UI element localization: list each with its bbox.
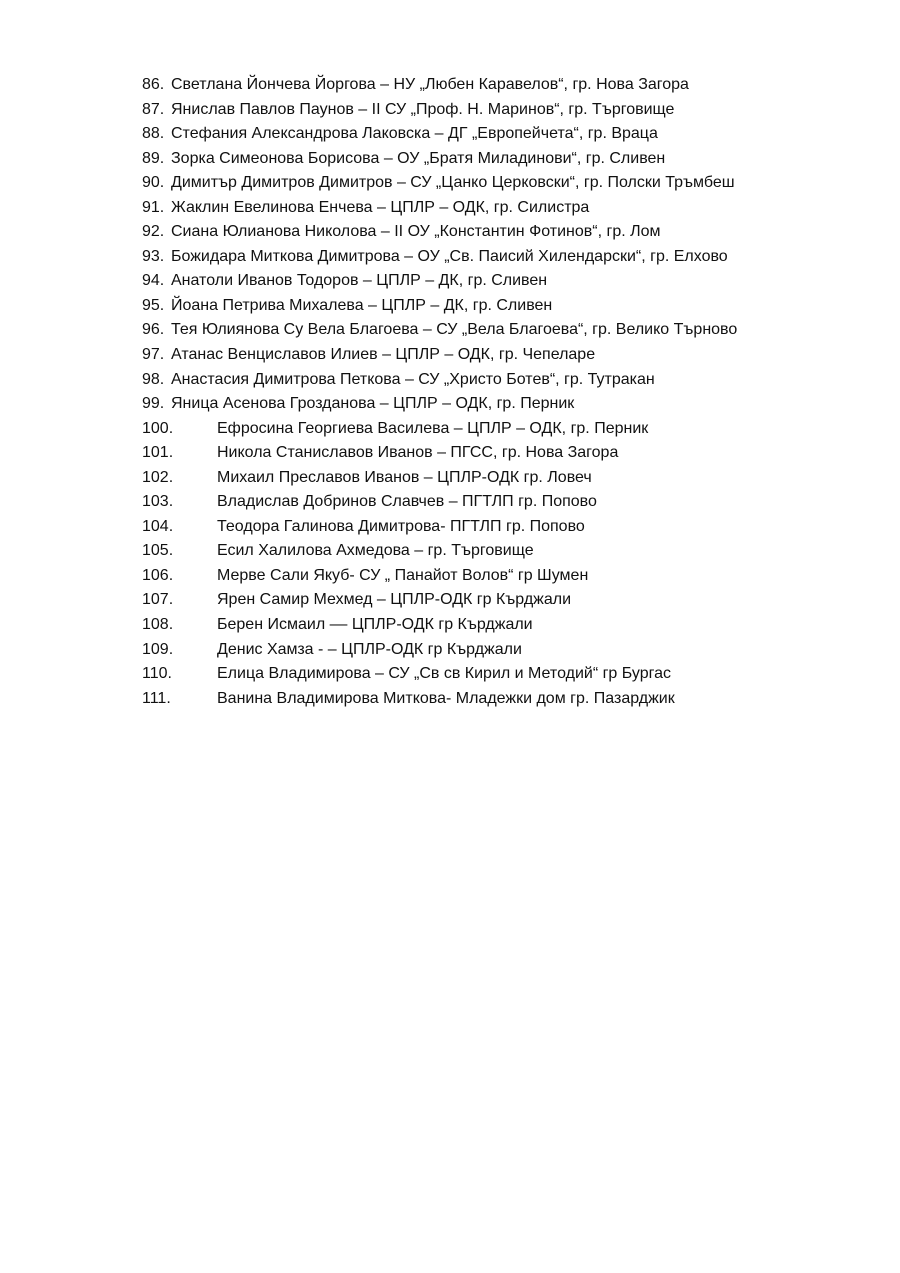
item-number: 109.	[142, 640, 174, 658]
item-text: Зорка Симеонова Борисова – ОУ „Братя Миладинови“, гр. Сливен	[171, 149, 666, 167]
item-number: 87.	[142, 100, 165, 118]
item-number: 98.	[142, 370, 165, 388]
item-number: 88.	[142, 125, 165, 143]
list-item	[142, 638, 842, 663]
item-text: Михаил Преславов Иванов – ЦПЛР-ОДК гр. Ловеч	[217, 468, 592, 486]
item-number: 103.	[142, 493, 174, 511]
item-text: Мерве Сали Якуб- СУ „ Панайот Волов“ гр Шумен	[217, 566, 589, 584]
item-number: 110.	[142, 665, 172, 683]
item-text: Есил Халилова Ахмедова – гр. Търговище	[217, 542, 534, 560]
item-number: 107.	[142, 591, 174, 609]
item-text: Сиана Юлианова Николова – II ОУ „Константин Фотинов“, гр. Лом	[171, 223, 661, 241]
item-number: 111.	[142, 689, 171, 707]
item-number: 91.	[142, 198, 165, 216]
list-item	[142, 98, 842, 123]
list-item	[142, 662, 842, 687]
list-item	[142, 294, 842, 319]
list-item	[142, 613, 842, 638]
item-number: 90.	[142, 174, 165, 192]
item-text: Димитър Димитров Димитров – СУ „Цанко Церковски“, гр. Полски Тръмбеш	[171, 174, 735, 192]
list-item	[142, 318, 842, 343]
item-number: 105.	[142, 542, 174, 560]
item-text: Теодора Галинова Димитрова- ПГТЛП гр. Попово	[217, 517, 585, 535]
list-item	[142, 122, 842, 147]
item-text: Стефания Александрова Лаковска – ДГ „Европейчета“, гр. Враца	[171, 125, 658, 143]
list-item	[142, 417, 842, 442]
item-text: Жаклин Евелинова Енчева – ЦПЛР – ОДК, гр. Силистра	[171, 198, 590, 216]
list-item	[142, 73, 842, 98]
item-number: 100.	[142, 419, 174, 437]
item-text: Янислав Павлов Паунов – II СУ „Проф. Н. Маринов“, гр. Търговище	[171, 100, 675, 118]
item-number: 95.	[142, 296, 165, 314]
item-number: 89.	[142, 149, 165, 167]
list-item	[142, 196, 842, 221]
list-item	[142, 515, 842, 540]
item-text: Анатоли Иванов Тодоров – ЦПЛР – ДК, гр. Сливен	[171, 272, 548, 290]
item-text: Яница Асенова Грозданова – ЦПЛР – ОДК, гр. Перник	[171, 395, 575, 413]
item-number: 99.	[142, 395, 165, 413]
item-text: Ванина Владимирова Миткова- Младежки дом гр. Пазарджик	[217, 689, 675, 707]
list-item	[142, 171, 842, 196]
participants-list	[142, 73, 842, 711]
item-number: 94.	[142, 272, 165, 290]
list-item	[142, 687, 842, 712]
item-text: Атанас Венциславов Илиев – ЦПЛР – ОДК, гр. Чепеларе	[171, 346, 596, 364]
item-text: Анастасия Димитрова Петкова – СУ „Христо Ботев“, гр. Тутракан	[171, 370, 655, 388]
item-number: 92.	[142, 223, 165, 241]
list-item	[142, 539, 842, 564]
list-item	[142, 343, 842, 368]
list-item	[142, 269, 842, 294]
list-item	[142, 245, 842, 270]
item-number: 93.	[142, 247, 165, 265]
item-text: Никола Станиславов Иванов – ПГСС, гр. Нова Загора	[217, 444, 619, 462]
item-text: Денис Хамза - – ЦПЛР-ОДК гр Кърджали	[217, 640, 522, 658]
item-text: Светлана Йончева Йоргова – НУ „Любен Каравелов“, гр. Нова Загора	[171, 76, 689, 93]
item-number: 97.	[142, 346, 165, 364]
item-number: 101.	[142, 444, 174, 462]
list-item	[142, 588, 842, 613]
list-item	[142, 441, 842, 466]
item-text: Божидара Миткова Димитрова – ОУ „Св. Паисий Хилендарски“, гр. Елхово	[171, 247, 728, 265]
item-number: 104.	[142, 517, 174, 535]
list-item	[142, 220, 842, 245]
list-item	[142, 147, 842, 172]
item-number: 106.	[142, 566, 174, 584]
item-number: 108.	[142, 616, 174, 634]
list-item	[142, 564, 842, 589]
item-text: Ярен Самир Мехмед – ЦПЛР-ОДК гр Кърджали	[217, 591, 572, 609]
item-text: Владислав Добринов Славчев – ПГТЛП гр. Попово	[217, 493, 597, 511]
list-item	[142, 466, 842, 491]
item-text: Ефросина Георгиева Василева – ЦПЛР – ОДК, гр. Перник	[217, 419, 649, 437]
item-number: 102.	[142, 468, 174, 486]
item-text: Йоана Петрива Михалева – ЦПЛР – ДК, гр. Сливен	[171, 296, 553, 314]
item-number: 96.	[142, 321, 165, 339]
item-text: Берен Исмаил –– ЦПЛР-ОДК гр Кърджали	[217, 616, 533, 634]
item-text: Елица Владимирова – СУ „Св св Кирил и Методий“ гр Бургас	[217, 665, 672, 683]
item-number: 86.	[142, 76, 165, 93]
list-item	[142, 392, 842, 417]
list-item	[142, 490, 842, 515]
list-item	[142, 368, 842, 393]
item-text: Тея Юлиянова Су Вела Благоева – СУ „Вела Благоева“, гр. Велико Търново	[171, 321, 738, 339]
